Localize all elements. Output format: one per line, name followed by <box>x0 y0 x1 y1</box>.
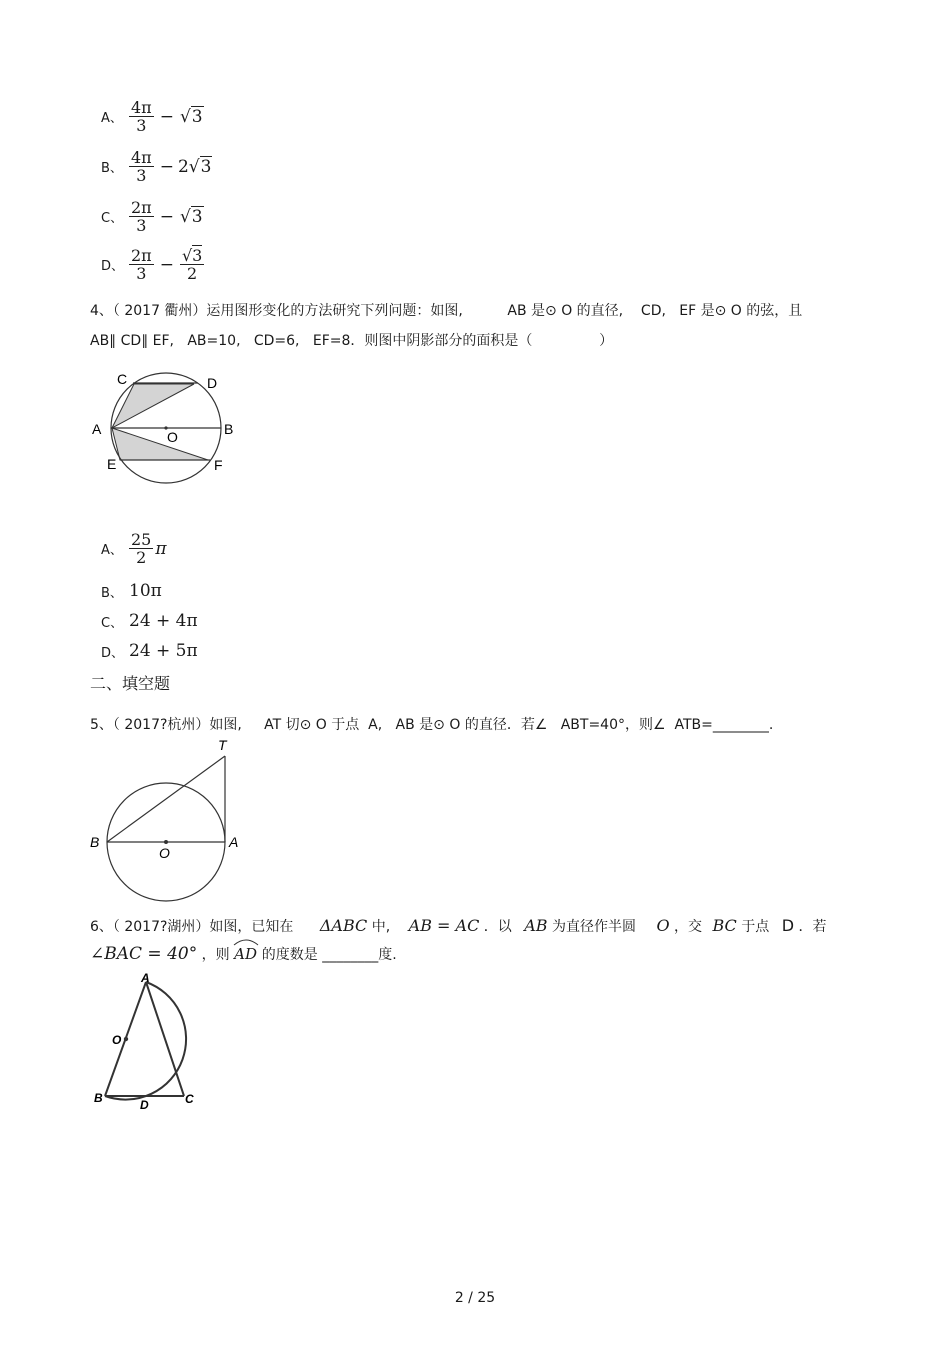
q4-stem-line1: 4、（ 2017 衢州）运用图形变化的方法研究下列问题：如图, AB 是⊙ O 的直径, CD, EF 是⊙ O 的弦，且 <box>90 303 803 319</box>
shaded-region-upper <box>112 384 194 428</box>
section-heading: 二、填空题 <box>90 674 171 693</box>
q4-option-c: C、 24 + 4π <box>101 611 198 631</box>
option-label: D、 <box>101 645 125 661</box>
label-b: B <box>90 834 100 850</box>
q4-circle-figure <box>88 366 248 488</box>
arc-ad: AD <box>234 941 262 963</box>
label-a: A <box>92 421 102 437</box>
q5-circle-figure <box>86 734 246 906</box>
q6-semicircle-figure <box>88 972 208 1112</box>
arc-symbol <box>233 938 259 946</box>
label-e: E <box>107 456 117 472</box>
option-label: C、 <box>101 615 124 631</box>
sqrt: √3 <box>179 206 203 227</box>
q6-stem-line1: 6、（ 2017?湖州）如图，已知在 ΔABC 中, AB = AC ．以 AB 为直径作半圆 O ，交 BC 于点 D ．若 <box>90 916 827 935</box>
label-a: A <box>229 834 239 850</box>
label-a: A <box>141 972 150 985</box>
q5-stem: 5、（ 2017?杭州）如图, AT 切⊙ O 于点 A, AB 是⊙ O 的直径．若∠ ABT=40°，则∠ ATB=________. <box>90 717 774 733</box>
fraction: $\frac{25}{2}$ <box>131 530 152 567</box>
label-t: T <box>218 737 227 753</box>
label-b: B <box>224 421 234 437</box>
label-o: O <box>167 429 178 445</box>
fraction: $\frac{2\pi}{3}$ <box>131 246 152 283</box>
q6-stem-line2: ∠BAC = 40° ，则 AD 的度数是 ________度. <box>90 944 397 964</box>
q4-stem-line2: AB∥ CD∥ EF, AB=10, CD=6, EF=8．则图中阴影部分的面积是（ ） <box>90 333 614 349</box>
q3-option-d: D、 $\frac{2\pi}{3}$ − $\frac{√3}{2}$ <box>101 246 203 283</box>
label-b: B <box>94 1091 103 1105</box>
option-label: A、 <box>101 111 123 126</box>
sqrt: √3 <box>188 156 212 177</box>
option-label: B、 <box>101 161 123 176</box>
q3-option-c: C、 $\frac{2\pi}{3}$ − √3 <box>101 198 203 235</box>
center-point <box>164 840 168 844</box>
label-c: C <box>117 371 128 387</box>
fraction: $\frac{4\pi}{3}$ <box>131 148 152 185</box>
segment-bt <box>107 756 225 842</box>
label-o: O <box>112 1033 122 1047</box>
shaded-region-lower <box>112 428 208 460</box>
page-number: 2 / 25 <box>454 1290 496 1306</box>
fraction: $\frac{4\pi}{3}$ <box>131 98 152 135</box>
fraction-sqrt: $\frac{√3}{2}$ <box>181 246 203 283</box>
side-ac <box>146 982 184 1096</box>
label-f: F <box>214 457 223 473</box>
fraction: $\frac{2\pi}{3}$ <box>131 198 152 235</box>
option-label: A、 <box>101 543 123 558</box>
option-label: D、 <box>101 259 125 274</box>
label-d: D <box>140 1098 149 1112</box>
label-c: C <box>185 1092 194 1106</box>
q3-option-b: B、 $\frac{4\pi}{3}$ − 2 √3 <box>101 148 212 185</box>
q4-option-a: A、 $\frac{25}{2}$ π <box>101 530 167 567</box>
label-o: O <box>159 845 170 861</box>
label-d: D <box>207 375 218 391</box>
q3-option-a: A、 $\frac{4\pi}{3}$ − √3 <box>101 98 203 135</box>
option-label: C、 <box>101 211 124 226</box>
q4-option-b: B、 10π <box>101 581 162 601</box>
q4-option-d: D、 24 + 5π <box>101 641 198 661</box>
sqrt: √3 <box>179 106 203 127</box>
center-point <box>124 1037 128 1041</box>
option-label: B、 <box>101 585 123 601</box>
